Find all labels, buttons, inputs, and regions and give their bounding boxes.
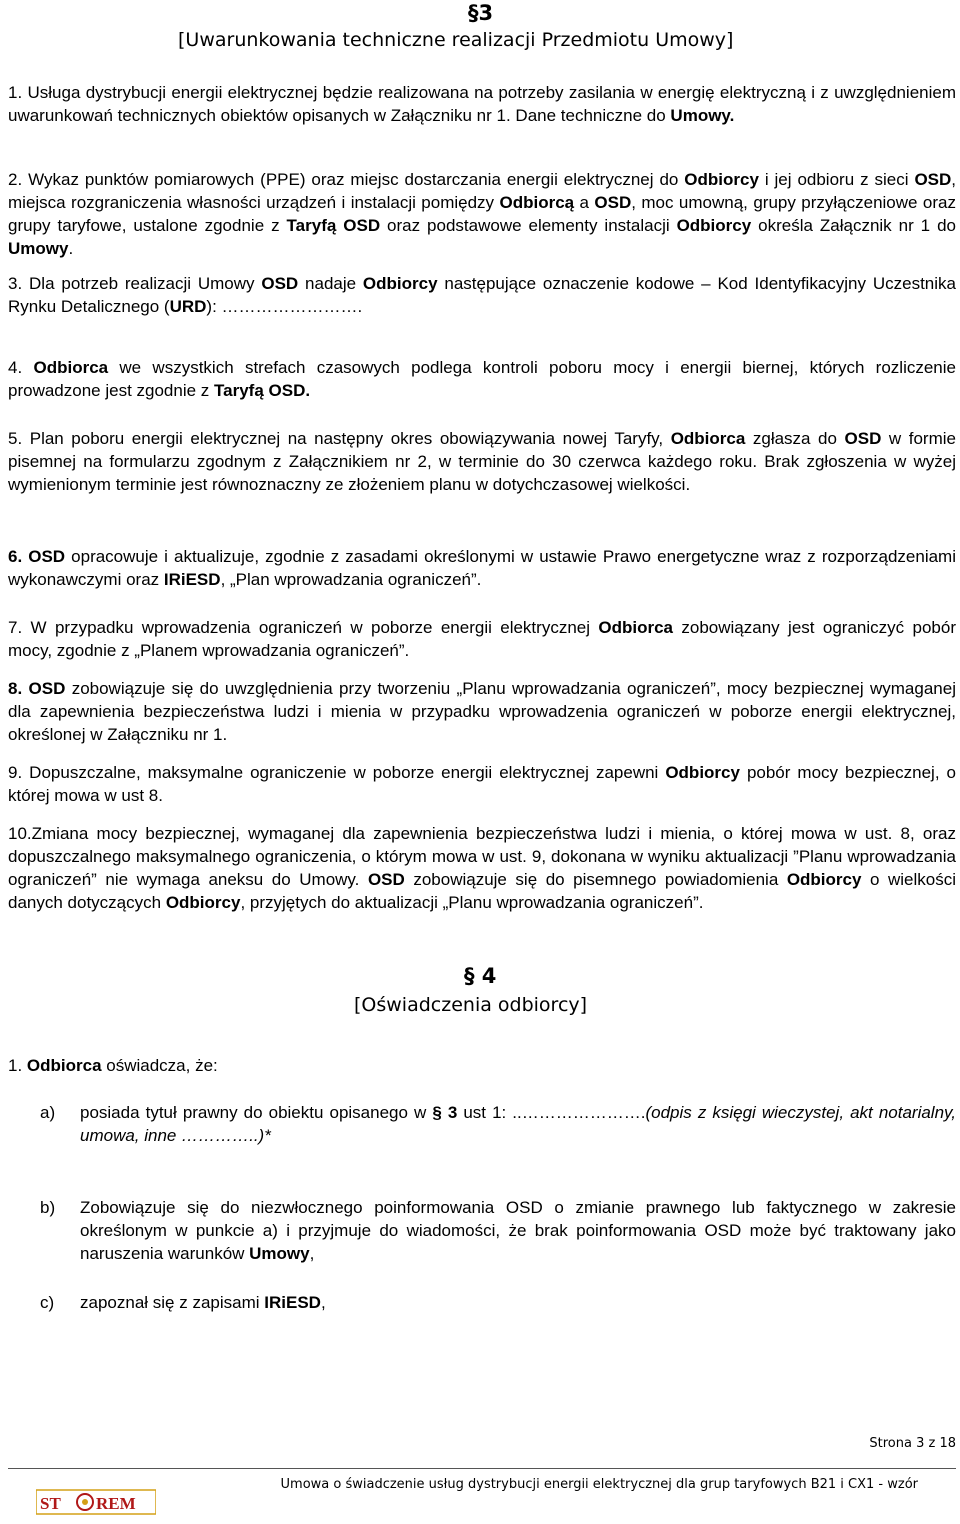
paragraph-1: 1. Usługa dystrybucji energii elektrycznej będzie realizowana na potrzeby zasilania w energię elektryczną i z uwzględnieniem uwarunkowań technicznych obiektów opisanych w Załączniku nr 1. Dane techniczne do Umowy.: [8, 83, 956, 125]
paragraph-2: 2. Wykaz punktów pomiarowych (PPE) oraz miejsc dostarczania energii elektrycznej do Odbiorcy i jej odbioru z sieci OSD, miejsca rozgraniczenia własności urządzeń i instalacji pomiędzy Odbiorcą a OSD, moc umowną, grupy przyłączeniowe oraz grupy taryfowe, ustalone zgodnie z Taryfą OSD oraz podstawowe elementy instalacji Odbiorcy określa Załącznik nr 1 do Umowy.: [8, 170, 957, 258]
section-3-title: [Uwarunkowania techniczne realizacji Przedmiotu Umowy]: [178, 29, 734, 51]
statement-item-b: b) Zobowiązuje się do niezwłocznego poinformowania OSD o zmianie prawnego lub faktycznego w zakresie określonym w punkcie a) i przyjmuje do wiadomości, że brak poinformowania OSD może być traktowany jako naruszenia warunków Umowy,: [40, 1198, 956, 1263]
section-4-heading: § 4: [464, 964, 497, 988]
paragraph-8: 8. OSD zobowiązuje się do uwzględnienia przy tworzeniu „Planu wprowadzania ograniczeń”, mocy bezpiecznej wymaganej dla zapewnienia bezpieczeństwa ludzi i mienia w przypadku wprowadzenia ograniczeń w poborze energii elektrycznej, określonej w Załączniku nr 1.: [8, 679, 956, 744]
paragraph-3: 3. Dla potrzeb realizacji Umowy OSD nadaje Odbiorcy następujące oznaczenie kodowe – Kod Identyfikacyjny Uczestnika Rynku Detalicznego (URD): …………………….: [8, 274, 956, 316]
paragraph-10: 10.Zmiana mocy bezpiecznej, wymaganej dla zapewnienia bezpieczeństwa ludzi i mienia, o której mowa w ust. 8, oraz dopuszczalnego maksymalnego ograniczenia, o którym mowa w ust. 9, dokonana w wyniku aktualizacji ”Planu wprowadzania ograniczeń” nie wymaga aneksu do Umowy. OSD zobowiązuje się do pisemnego powiadomienia Odbiorcy o wielkości danych dotyczących Odbiorcy, przyjętych do aktualizacji „Planu wprowadzania ograniczeń”.: [8, 824, 956, 912]
footer-divider: [8, 1468, 956, 1469]
logo-gear-center: [82, 1499, 88, 1505]
section-3-heading: §3: [468, 1, 494, 25]
paragraph-5: 5. Plan poboru energii elektrycznej na następny okres obowiązywania nowej Taryfy, Odbiorca zgłasza do OSD w formie pisemnej na formularzu zgodnym z Załącznikiem nr 2, w terminie do 30 czerwca każdego roku. Brak zgłoszenia w wyżej wymienionym terminie jest równoznaczny ze złożeniem planu w dotychczasowej wielkości.: [8, 429, 956, 494]
paragraph-6: 6. OSD opracowuje i aktualizuje, zgodnie z zasadami określonymi w ustawie Prawo energetyczne wraz z rozporządzeniami wykonawczymi oraz IRiESD, „Plan wprowadzania ograniczeń”.: [8, 547, 956, 589]
logo-text-left: ST: [40, 1494, 61, 1513]
statement-item-c: c) zapoznał się z zapisami IRiESD,: [40, 1293, 326, 1312]
paragraph-7: 7. W przypadku wprowadzenia ograniczeń w poborze energii elektrycznej Odbiorca zobowiązany jest ograniczyć pobór mocy, zgodnie z „Planem wprowadzania ograniczeń”.: [8, 618, 956, 660]
paragraph-4: 4. Odbiorca we wszystkich strefach czasowych podlega kontroli poboru mocy i energii biernej, których rozliczenie prowadzone jest zgodnie z Taryfą OSD.: [8, 358, 956, 400]
statement-item-a: a) posiada tytuł prawny do obiektu opisanego w § 3 ust 1: ..………………….(odpis z księgi wieczystej, akt notarialny, umowa, inne …………..)*: [40, 1103, 957, 1145]
footer-text: Umowa o świadczenie usług dystrybucji energii elektrycznej dla grup taryfowych B21 i CX1 - wzór: [280, 1477, 918, 1492]
statement-intro: 1. Odbiorca oświadcza, że:: [8, 1056, 218, 1075]
section-4-title: [Oświadczenia odbiorcy]: [354, 994, 588, 1016]
paragraph-9: 9. Dopuszczalne, maksymalne ograniczenie w poborze energii elektrycznej zapewni Odbiorcy pobór mocy bezpiecznej, o której mowa w ust 8.: [8, 763, 956, 805]
stoen-logo: [36, 1488, 156, 1516]
page-number: Strona 3 z 18: [869, 1436, 956, 1451]
logo-text-right: REM: [96, 1494, 136, 1513]
